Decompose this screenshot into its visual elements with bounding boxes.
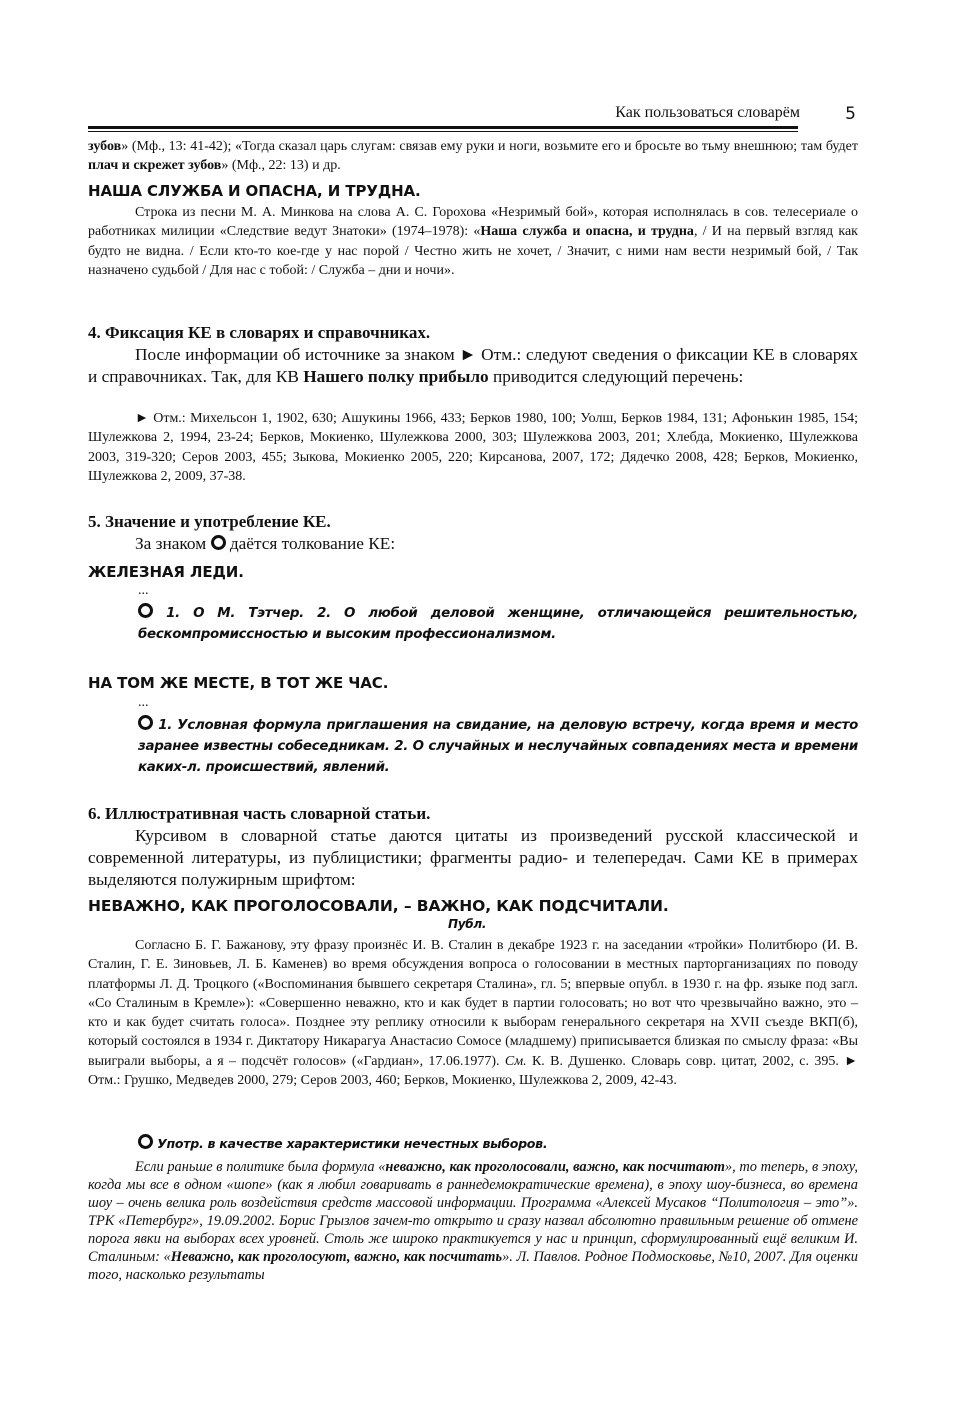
intro-continuation xyxy=(88,137,858,176)
emphasis: неважно, как проголосовали, важно, как посчитают xyxy=(385,1159,725,1175)
section-5-heading: 5. Значение и употребление КЕ. xyxy=(88,512,331,531)
running-header xyxy=(88,104,858,124)
emphasis: Неважно, как проголосуют, важно, как посчитать xyxy=(170,1249,503,1265)
headword-nasha-sluzhba: НАША СЛУЖБА И ОПАСНА, И ТРУДНА. xyxy=(88,182,421,200)
text: » (Мф., 13: 41-42); «Тогда сказал царь слугам: связав ему руки и ноги, возьмите его и бросьте во тьму внешнюю; там будет xyxy=(121,139,858,154)
definition-text: 1. О М. Тэтчер. 2. О любой деловой женщине, отличающейся решительностью, бескомпромиссностью и высоким профессионализмом. xyxy=(138,606,858,642)
definition-marker-icon xyxy=(138,1134,153,1149)
entry-nevazhno-commentary xyxy=(88,936,858,1090)
page-number: 5 xyxy=(845,104,856,124)
usage-text: Употр. в качестве характеристики нечестных выборов. xyxy=(157,1136,548,1151)
entry-nevazhno-quotations xyxy=(88,1158,858,1284)
ellipsis: ... xyxy=(138,695,149,710)
text: Согласно Б. Г. Бажанову, эту фразу произнёс И. В. Сталин в декабре 1923 г. на заседании «тройки» Политбюро (И. В. Сталин, Г. Е. Зиновьев, Л. Б. Каменев) во время обсуждения вопроса о голосовании в местных парторганизациях по поводу платформы Л. Д. Троцкого («Воспоминания бывшего секретаря Сталина», гл. 5; впервые опубл. в 1930 г. на фр. языке под загл. «Со Сталиным в Кремле»): «Совершенно неважно, кто и как будет в партии голосовать; но вот что чрезвычайно важно, это – кто и как будет считать голоса». Позднее эту реплику относили к выборам генерального секретаря на XVII съезде ВКП(б), который состоялся в 1934 г. Диктатору Никарагуа Анастасио Сомосе (младшему) приписывается близкая по смыслу фраза: «Вы выиграли выборы, а я – подсчёт голосов» («Гардиан», 17.06.1977). xyxy=(88,938,858,1069)
definition-marker-icon xyxy=(211,535,226,550)
emphasis: плач и скрежет зубов xyxy=(88,158,222,174)
emphasis: Нашего полку прибыло xyxy=(303,367,489,386)
text: » (Мф., 22: 13) и др. xyxy=(221,158,341,174)
section-4-text xyxy=(88,344,858,388)
section-4-heading: 4. Фиксация КЕ в словарях и справочниках. xyxy=(88,323,431,342)
text: Курсивом в словарной статье даются цитаты из произведений русской классической и современной литературы, из публицистики; фрагменты радио- и телепередач. Сами КЕ в примерах выделяются полужирным шрифтом: xyxy=(88,826,858,889)
section-6-text xyxy=(88,825,858,891)
definition-marker-icon xyxy=(138,603,153,618)
emphasis: зубов xyxy=(88,139,122,154)
text: Строка из песни М. А. Минкова на слова А. С. Горохова «Незримый бой», которая исполнялась в сов. телесериале о работниках милиции «Следствие ведут Знатоки» (1974–1978): « xyxy=(88,205,858,240)
text: , / И на первый взгляд как будто не видна. / Если кто-то кое-где у нас порой / Честно жить не хочет, / Значит, с ними нам вести незримый бой, / Так назначено судьбой / Для нас с тобой: / Служба – дни и ночи». xyxy=(88,224,858,278)
text: К. В. Душенко. Словарь совр. цитат, 2002, с. 395. ► Отм.: Грушко, Медведев 2000, 279; Серов 2003, 460; Берков, Мокиенко, Шулежкова 2, 2009, 42-43. xyxy=(88,1053,858,1089)
headword-nevazhno: НЕВАЖНО, КАК ПРОГОЛОСОВАЛИ, – ВАЖНО, КАК ПОДСЧИТАЛИ. xyxy=(88,897,669,915)
source-label: Публ. xyxy=(448,917,487,931)
text: За знаком xyxy=(135,534,207,553)
text: После информации об источнике за знаком ► Отм.: следуют сведения о фиксации КЕ в словарях и справочниках. Так, для КВ xyxy=(88,345,858,386)
header-rule-thick xyxy=(88,126,798,129)
text: Если раньше в политике была формула « xyxy=(135,1159,386,1175)
text: приводится следующий перечень: xyxy=(488,367,744,386)
text: ». Л. Павлов. Родное Подмосковье, №10, 2007. Для оценки того, насколько результаты xyxy=(88,1249,858,1283)
text: даётся толкование КЕ: xyxy=(229,534,396,553)
header-rule-thin xyxy=(88,131,798,132)
definition-text: 1. Условная формула приглашения на свидание, на деловую встречу, когда время и место заранее известны собеседникам. 2. О случайных и неслучайных совпадениях места и времени каких-л. происшествий, явлений. xyxy=(138,718,858,775)
usage-note xyxy=(138,1134,908,1151)
section-6-heading: 6. Иллюстративная часть словарной статьи. xyxy=(88,804,431,823)
section-4-references xyxy=(88,409,858,486)
references: ► Отм.: Михельсон 1, 1902, 630; Ашукины 1966, 433; Берков 1980, 100; Уолш, Берков 1984, 131; Афонькин 1985, 154; Шулежкова 2, 1994, 23-24; Берков, Мокиенко, Шулежкова 2000, 303; Шулежкова 2003, 201; Хлебда, Мокиенко, Шулежкова 2003, 319-320; Серов 2003, 455; Зыкова, Мокиенко 2005, 220; Кирсанова, 2007, 172; Дядечко 2008, 428; Берков, Мокиенко, Шулежкова 2, 2009, 37-38. xyxy=(88,411,858,484)
headword-na-tom-zhe-meste: НА ТОМ ЖЕ МЕСТЕ, В ТОТ ЖЕ ЧАС. xyxy=(88,674,389,692)
entry-nasha-sluzhba-text xyxy=(88,203,858,280)
section-5-text xyxy=(88,533,858,555)
emphasis: Наша служба и опасна, и трудна xyxy=(480,224,694,240)
definition-na-tom-zhe-meste xyxy=(138,715,858,778)
headword-zheleznaya-ledi: ЖЕЛЕЗНАЯ ЛЕДИ. xyxy=(88,563,244,581)
definition-marker-icon xyxy=(138,715,153,730)
text: », то теперь, в эпоху, когда мы все в одном «шопе» (как я любил говаривать в раннедемократические времена), в эпоху шоу-бизнеса, во времена шоу – очень велика роль воздействия средств массовой информации. Программа «Алексей Мусаков “Политология – это”». ТРК «Петербург», 19.09.2002. Борис Грызлов зачем-то открыто и сразу назвал абсолютно правильным решение об отмене порога явки на выборах всех уровней. Столь же широко практикуется у нас и принцип, сформулированный ещё великим И. Сталиным: « xyxy=(88,1159,859,1265)
running-title: Как пользоваться словарём xyxy=(615,104,800,121)
definition-zheleznaya-ledi xyxy=(138,603,858,645)
see-reference: См. xyxy=(504,1053,527,1069)
ellipsis: ... xyxy=(138,583,149,598)
